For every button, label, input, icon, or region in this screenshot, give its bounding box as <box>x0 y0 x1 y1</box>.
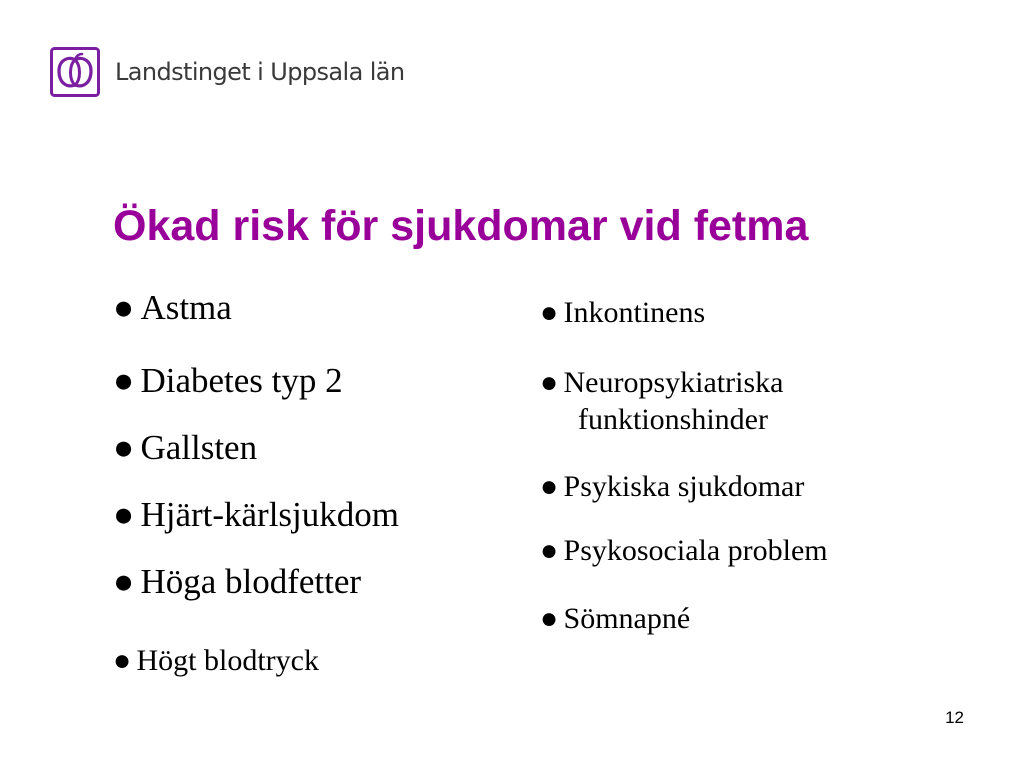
organization-header <box>50 47 405 97</box>
bullet-icon: ● <box>113 428 135 467</box>
organization-name: Landstinget i Uppsala län <box>115 58 405 86</box>
slide-title: Ökad risk för sjukdomar vid fetma <box>113 202 809 250</box>
list-item-label: Psykosociala problem <box>563 534 828 567</box>
list-item-label: Diabetes typ 2 <box>140 361 343 400</box>
bullet-icon: ● <box>113 495 135 534</box>
list-item <box>540 536 828 566</box>
list-item <box>113 497 399 532</box>
list-item-label: Neuropsykiatriska <box>563 366 784 399</box>
list-item-label: Psykiska sjukdomar <box>563 470 805 503</box>
list-item <box>113 646 319 676</box>
list-item <box>113 564 361 599</box>
list-item <box>540 472 804 502</box>
bullet-icon: ● <box>540 534 559 567</box>
list-item <box>540 298 705 328</box>
list-item <box>113 363 343 398</box>
list-item-label: Höga blodfetter <box>140 562 362 601</box>
list-item-continuation: funktionshinder <box>578 403 768 436</box>
bullet-icon: ● <box>113 562 135 601</box>
list-item-label: Högt blodtryck <box>136 644 319 677</box>
list-item-label: Inkontinens <box>563 296 706 329</box>
bullet-icon: ● <box>113 288 135 327</box>
list-item <box>540 368 783 398</box>
bullet-icon: ● <box>113 361 135 400</box>
page-number: 12 <box>945 708 964 727</box>
list-item <box>113 430 257 465</box>
bullet-icon: ● <box>540 470 559 503</box>
list-item <box>113 290 232 325</box>
list-item-label: Sömnapné <box>563 602 691 635</box>
list-item-label: Gallsten <box>140 428 258 467</box>
list-item-label: Astma <box>140 288 232 327</box>
bullet-icon: ● <box>540 602 559 635</box>
apple-logo-icon <box>50 47 100 97</box>
list-item <box>540 604 690 634</box>
bullet-icon: ● <box>540 366 559 399</box>
list-item-label: Hjärt-kärlsjukdom <box>140 495 399 534</box>
bullet-icon: ● <box>113 644 132 677</box>
bullet-icon: ● <box>540 296 559 329</box>
